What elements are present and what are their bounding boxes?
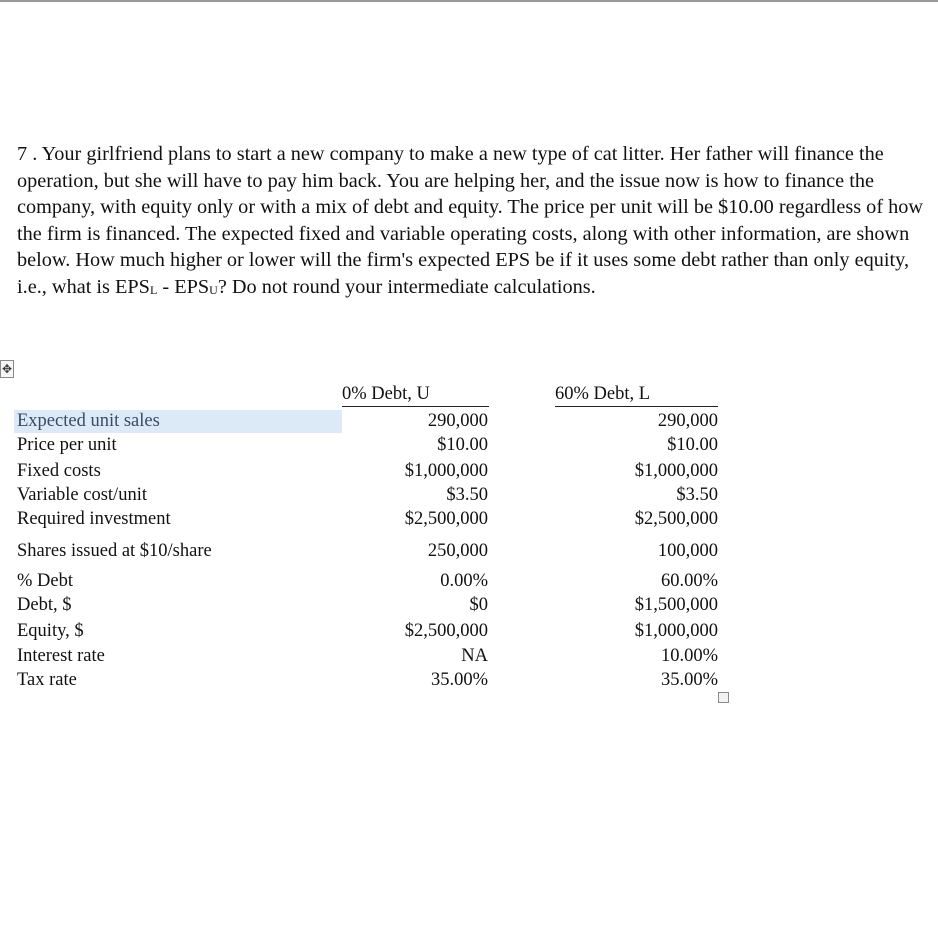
top-border xyxy=(0,0,938,2)
cell-u-equity: $2,500,000 xyxy=(404,621,488,641)
row-label-variable-cost: Variable cost/unit xyxy=(17,485,147,505)
table-move-handle-icon[interactable]: ✥ xyxy=(1,362,13,376)
cell-u-interest-rate: NA xyxy=(461,646,488,666)
cell-l-tax-rate: 35.00% xyxy=(660,670,718,690)
cell-l-debt: $1,500,000 xyxy=(634,595,718,615)
cell-u-required-investment: $2,500,000 xyxy=(404,509,488,529)
cell-u-expected-unit-sales: 290,000 xyxy=(427,411,488,431)
row-label-price-per-unit: Price per unit xyxy=(17,435,117,455)
subscript-l: L xyxy=(149,282,158,297)
cell-u-fixed-costs: $1,000,000 xyxy=(404,461,488,481)
cell-l-expected-unit-sales: 290,000 xyxy=(657,411,718,431)
cell-u-price-per-unit: $10.00 xyxy=(437,435,488,455)
question-body: Your girlfriend plans to start a new company to make a new type of cat litter. Her father will finance the operation, but she will have to pay him back. You are helping her, and the issue now is how to finance the company, with equity only or with a mix of debt and equity. The price per unit will be $10.00 regardless of how the firm is financed. The expected fixed and variable operating costs, along with other information, are shown below. How much higher or lower will the firm's expected EPS be if it uses some debt rather than only equity, i.e., what is EPS xyxy=(17,143,924,298)
row-label-interest-rate: Interest rate xyxy=(17,646,105,666)
column-header-unlevered: 0% Debt, U xyxy=(342,383,489,407)
row-label-fixed-costs: Fixed costs xyxy=(17,461,101,481)
cell-u-variable-cost: $3.50 xyxy=(446,485,488,505)
cell-u-tax-rate: 35.00% xyxy=(430,670,488,690)
cell-l-required-investment: $2,500,000 xyxy=(634,509,718,529)
row-label-percent-debt: % Debt xyxy=(17,571,73,591)
cell-l-interest-rate: 10.00% xyxy=(660,646,718,666)
row-label-tax-rate: Tax rate xyxy=(17,670,77,690)
question-end: ? Do not round your intermediate calculations. xyxy=(217,275,596,298)
question-mid: - EPS xyxy=(157,275,210,298)
cell-u-debt: $0 xyxy=(469,595,488,615)
row-label-required-investment: Required investment xyxy=(17,509,171,529)
table-resize-handle-icon[interactable] xyxy=(718,692,729,703)
cell-l-variable-cost: $3.50 xyxy=(676,485,718,505)
row-label-equity: Equity, $ xyxy=(17,621,84,641)
cell-l-shares-issued: 100,000 xyxy=(657,541,718,561)
cell-u-percent-debt: 0.00% xyxy=(440,571,488,591)
row-label-expected-unit-sales[interactable]: Expected unit sales xyxy=(17,411,160,431)
cell-l-price-per-unit: $10.00 xyxy=(667,435,718,455)
question-number: 7 . xyxy=(17,143,38,165)
question-text xyxy=(17,141,932,302)
row-label-debt: Debt, $ xyxy=(17,595,72,615)
cell-l-fixed-costs: $1,000,000 xyxy=(634,461,718,481)
column-header-levered: 60% Debt, L xyxy=(555,383,718,407)
cell-l-percent-debt: 60.00% xyxy=(660,571,718,591)
cell-l-equity: $1,000,000 xyxy=(634,621,718,641)
row-label-shares-issued: Shares issued at $10/share xyxy=(17,541,212,561)
subscript-u: U xyxy=(209,282,218,297)
cell-u-shares-issued: 250,000 xyxy=(427,541,488,561)
